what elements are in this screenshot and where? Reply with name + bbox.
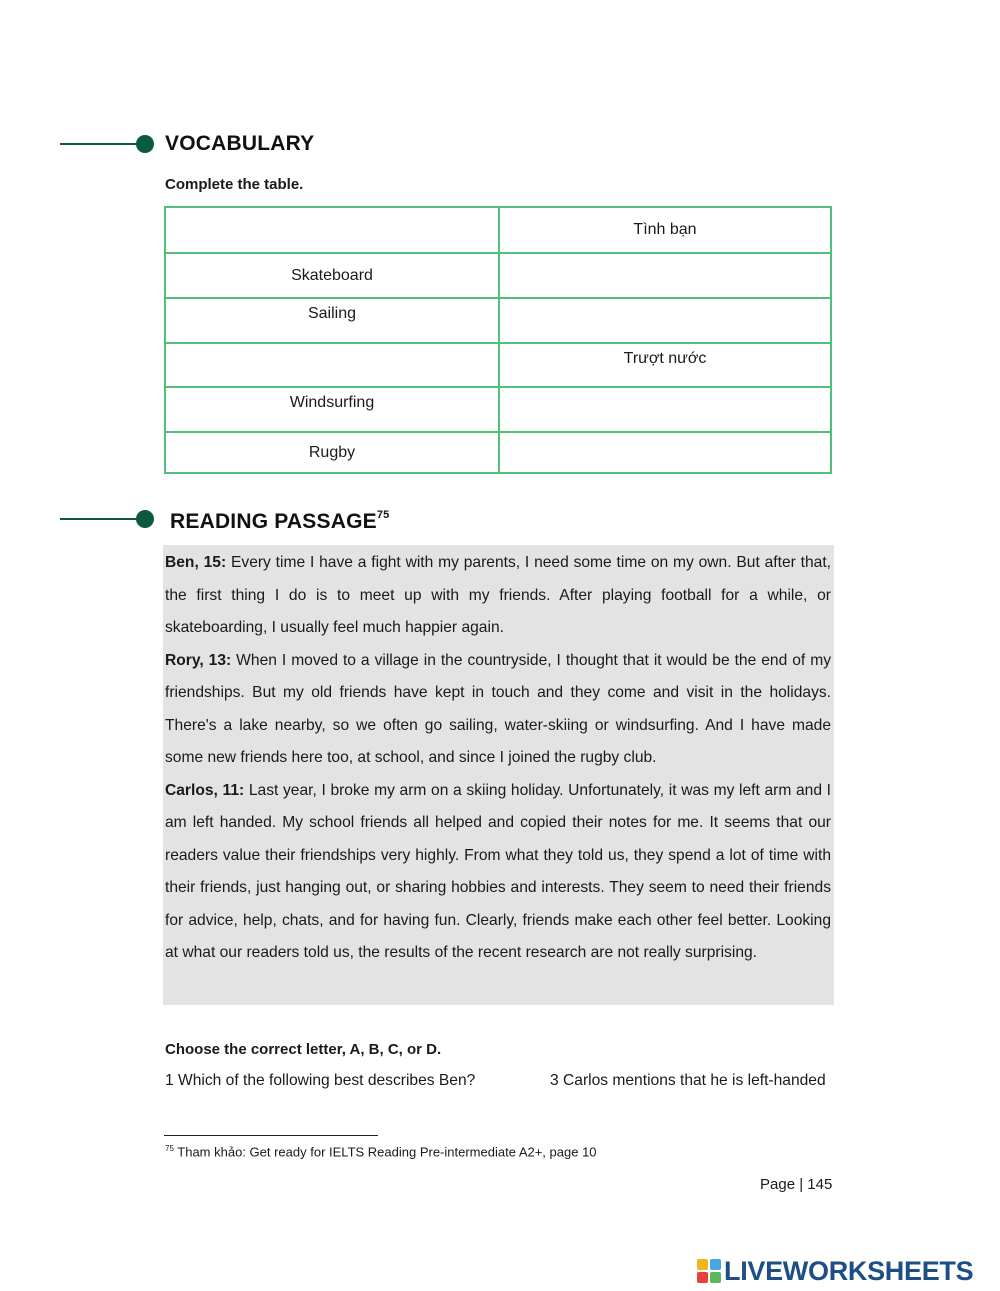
reading-passage	[163, 545, 834, 1005]
vocab-vietnamese-cell: Tình bạn	[633, 221, 697, 238]
vocab-english-cell: Skateboard	[291, 266, 373, 284]
reading-footnote-ref: 75	[376, 509, 390, 521]
liveworksheets-logo-text: LIVEWORKSHEETS	[724, 1255, 974, 1286]
questions-instruction: Choose the correct letter, A, B, C, or D.	[165, 1041, 442, 1058]
reading-title-text: READING PASSAGE	[170, 510, 377, 533]
vocab-english-cell[interactable]	[166, 344, 498, 386]
passage-paragraph	[165, 645, 831, 775]
reading-title	[170, 510, 389, 534]
question-3: 3 Carlos mentions that he is left-handed	[550, 1072, 826, 1089]
passage-paragraph	[165, 775, 831, 970]
footnote	[165, 1144, 597, 1159]
vocabulary-title: VOCABULARY	[165, 132, 315, 155]
vocabulary-table	[164, 206, 832, 474]
vocab-english-cell[interactable]	[166, 208, 498, 252]
reading-heading-rule	[60, 518, 142, 520]
footnote-text: Tham khảo: Get ready for IELTS Reading Pre-intermediate A2+, page 10	[173, 1144, 597, 1160]
vocab-column-divider	[498, 208, 500, 472]
vocabulary-bullet-icon	[136, 135, 154, 153]
reading-bullet-icon	[136, 510, 154, 528]
vocab-english-cell: Rugby	[308, 443, 356, 461]
passage-text: Every time I have a fight with my parents, I need some time on my own. But after that, the first thing I do is to meet up with my friends. After playing football for a while, or skateboarding, I usually feel much happier again.	[165, 554, 831, 636]
footnote-rule	[164, 1135, 378, 1136]
passage-speaker: Rory, 13:	[165, 651, 232, 669]
vocab-english-cell: Sailing	[307, 305, 357, 322]
vocab-vietnamese-cell[interactable]	[500, 433, 830, 472]
vocab-english-cell: Windsurfing	[289, 394, 375, 411]
passage-speaker: Carlos, 11:	[165, 781, 245, 799]
vocab-vietnamese-cell: Trượt nước	[623, 350, 707, 367]
vocab-vietnamese-cell[interactable]	[500, 299, 830, 342]
question-1: 1 Which of the following best describes Ben?	[165, 1072, 476, 1089]
vocab-vietnamese-cell[interactable]	[500, 388, 830, 431]
page-number: Page | 145	[760, 1176, 833, 1193]
vocabulary-instruction: Complete the table.	[165, 176, 304, 193]
passage-paragraph	[165, 547, 831, 645]
vocabulary-heading-rule	[60, 143, 142, 145]
passage-text: When I moved to a village in the countryside, I thought that it would be the end of my friendships. But my old friends have kept in touch and they come and visit in the holidays. There's a lake nearby, so we often go sailing, water-skiing or windsurfing. And I have made some new friends here too, at school, and since I joined the rugby club.	[165, 651, 831, 766]
liveworksheets-logo-icon	[697, 1259, 721, 1283]
passage-text: Last year, I broke my arm on a skiing holiday. Unfortunately, it was my left arm and I am left handed. My school friends all helped and copied their notes for me. It seems that our readers value their friendships very highly. From what they told us, they spend a lot of time with their friends, just hanging out, or sharing hobbies and interests. They seem to need their friends for advice, help, chats, and for having fun. Clearly, friends make each other feel better. Looking at what our readers told us, the results of the recent research are not really surprising.	[165, 781, 832, 961]
passage-speaker: Ben, 15:	[165, 554, 227, 571]
liveworksheets-logo[interactable]	[697, 1256, 973, 1286]
vocab-vietnamese-cell[interactable]	[500, 254, 830, 297]
footnote-number: 75	[165, 1144, 174, 1153]
